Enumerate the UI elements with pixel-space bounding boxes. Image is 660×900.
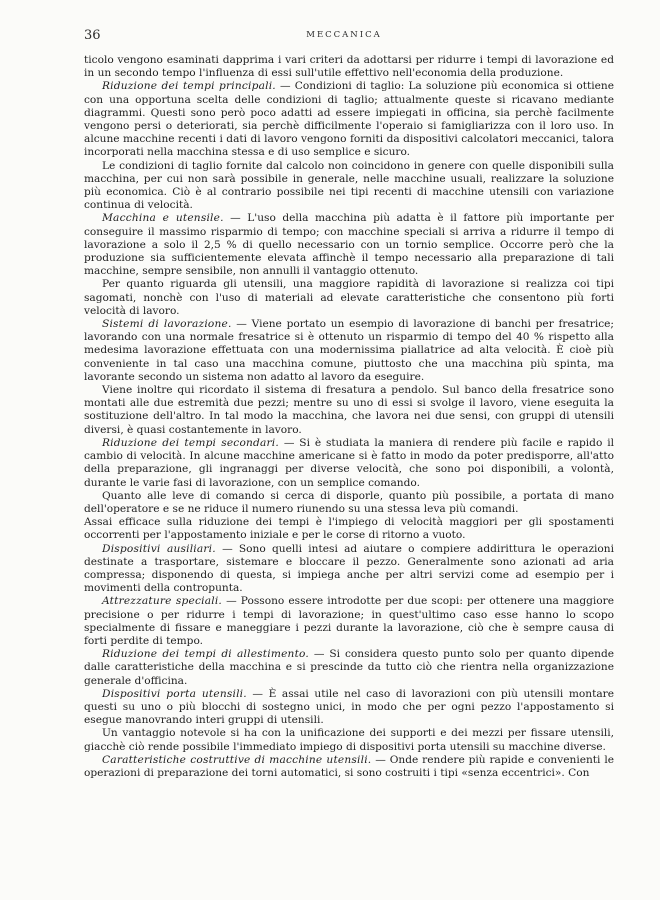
paragraph xyxy=(84,278,614,318)
section-heading: Macchina e utensile. xyxy=(102,212,224,225)
paragraph xyxy=(84,490,614,516)
paragraph-text: — Si è studiata la maniera di rendere più facile e rapido il cambio di velocità. In alcune macchine americane si è fatto in modo da poter predisporre, all'atto della preparazione, gli ingranaggi per diverse velocità, che sono poi disponibili, a volontà, durante le varie fasi di lavorazione, con un semplice comando. xyxy=(84,436,614,489)
paragraph-text: — Possono essere introdotte per due scopi: per ottenere una maggiore precisione o per ridurre i tempi di lavorazione; in quest'ultimo caso esse hanno lo scopo specialmente di fissare e maneggiare i pezzi durante la lavorazione, ciò che è sempre causa di forti perdite di tempo. xyxy=(84,595,614,647)
paragraph xyxy=(84,80,614,159)
section-heading: Caratteristiche costruttive di macchine utensili. xyxy=(102,753,372,766)
section-heading: Sistemi di lavorazione. xyxy=(102,318,232,331)
article-body xyxy=(84,54,614,780)
paragraph-text: — Onde rendere più rapide e convenienti le operazioni di preparazione dei torni automatici, si sono costruiti i tipi «senza eccentrici». Con xyxy=(84,753,614,779)
paragraph xyxy=(84,727,614,753)
paragraph xyxy=(84,648,614,688)
paragraph-text: Quanto alle leve di comando si cerca di disporle, quanto più possibile, a portata di mano dell'operatore e se ne riduce il numero riunendo su una stessa leva più comandi. xyxy=(84,489,614,515)
paragraph xyxy=(84,212,614,278)
paragraph-text: Assai efficace sulla riduzione dei tempi è l'impiego di velocità maggiori per gli spostamenti occorrenti per l'appostamento iniziale e per le corse di ritorno a vuoto. xyxy=(84,516,614,542)
paragraph-text: Viene inoltre qui ricordato il sistema di fresatura a pendolo. Sul banco della fresatrice sono montati alle due estremità due pezzi; mentre su uno di essi si svolge il lavoro, viene eseguita la sostituzione dell'altro. In tal modo la macchina, che lavora nei due sensi, con gruppi di utensili diversi, è quasi costantemente in lavoro. xyxy=(84,384,614,436)
section-heading: Riduzione dei tempi secondari. xyxy=(102,436,279,449)
paragraph-text: — Si considera questo punto solo per quanto dipende dalle caratteristiche della macchina e si prescinde da tutto ciò che rientra nella organizzazione generale d'officina. xyxy=(84,648,614,687)
section-heading: Riduzione dei tempi di allestimento. xyxy=(102,648,309,661)
paragraph-text: ticolo vengono esaminati dapprima i vari criteri da adottarsi per ridurre i tempi di lavorazione ed in un secondo tempo l'influenza di essi sull'utile effettivo nell'economia della produzione. xyxy=(84,54,614,80)
paragraph-text: — È assai utile nel caso di lavorazioni con più utensili montare questi su uno o più blocchi di sostegno unici, in modo che per ogni pezzo l'appostamento si esegue manovrando interi gruppi di utensili. xyxy=(84,687,614,727)
paragraph xyxy=(84,160,614,213)
section-heading: Dispositivi porta utensili. xyxy=(102,687,247,700)
paragraph xyxy=(84,754,614,780)
section-heading: Dispositivi ausiliari. xyxy=(102,542,216,555)
paragraph xyxy=(84,54,614,80)
section-heading: Riduzione dei tempi principali. xyxy=(102,80,276,93)
paragraph xyxy=(84,543,614,596)
section-heading: Attrezzature speciali. xyxy=(102,595,222,608)
paragraph-text: — Sono quelli intesi ad aiutare o compiere addirittura le operazioni destinate a trasportare, sistemare e bloccare il pezzo. Generalmente sono azionati ad aria compressa; disponendo di questa, si impiega anche per altri servizi come ad esempio per i movimenti della contropunta. xyxy=(84,542,614,595)
paragraph-text: — Viene portato un esempio di lavorazione di banchi per fresatrice; lavorando con una normale fresatrice si è ottenuto un risparmio di tempo del 40 % rispetto alla medesima lavorazione effettuata con una modernissima piallatrice ad alta velocità. È cioè più conveniente in tal caso una macchina comune, piuttosto che una macchina più spinta, ma lavorante secondo un sistema non adatto al lavoro da eseguire. xyxy=(84,318,614,383)
paragraph xyxy=(84,516,614,542)
paragraph xyxy=(84,437,614,490)
page-number: 36 xyxy=(84,28,101,43)
paragraph-text: Per quanto riguarda gli utensili, una maggiore rapidità di lavorazione si realizza coi tipi sagomati, nonchè con l'uso di materiali ad elevate caratteristiche che consentono più forti velocità di lavoro. xyxy=(84,278,614,317)
running-title: MECCANICA xyxy=(306,30,382,40)
paragraph-text: Un vantaggio notevole si ha con la unificazione dei supporti e dei mezzi per fissare utensili, giacchè ciò rende possibile l'immediato impiego di dispositivi porta utensili su macchine diverse. xyxy=(84,727,614,753)
page-header xyxy=(84,28,604,44)
paragraph xyxy=(84,384,614,437)
paragraph xyxy=(84,595,614,648)
paragraph xyxy=(84,318,614,384)
paragraph-text: — Condizioni di taglio: La soluzione più economica si ottiene con una opportuna scelta delle condizioni di taglio; attualmente queste si ricavano mediante diagrammi. Questi sono però poco adatti ad essere impiegati in officina, sia perchè facilmente vengono persi o deteriorati, sia perchè difficilmente l'operaio si famigliarizza con il loro uso. In alcune macchine recenti i dati di lavoro vengono forniti da dispositivi calcolatori meccanici, talora incorporati nella macchina stessa e di uso semplice e sicuro. xyxy=(84,80,615,159)
paragraph xyxy=(84,688,614,728)
paragraph-text: Le condizioni di taglio fornite dal calcolo non coincidono in genere con quelle disponibili sulla macchina, per cui non sarà possibile in generale, nelle macchine usuali, realizzare la soluzione più economica. Ciò è al contrario possibile nei tipi recenti di macchine utensili con variazione continua di velocità. xyxy=(84,159,614,212)
paragraph-text: — L'uso della macchina più adatta è il fattore più importante per conseguire il massimo risparmio di tempo; con macchine speciali si arriva a ridurre il tempo di lavorazione a solo il 2,5 % di quello necessario con un tornio semplice. Occorre però che la produzione sia sufficientemente elevata affinchè il tempo necessario alla preparazione di tali macchine, sempre sensibile, non annulli il vantaggio ottenuto. xyxy=(84,212,614,278)
